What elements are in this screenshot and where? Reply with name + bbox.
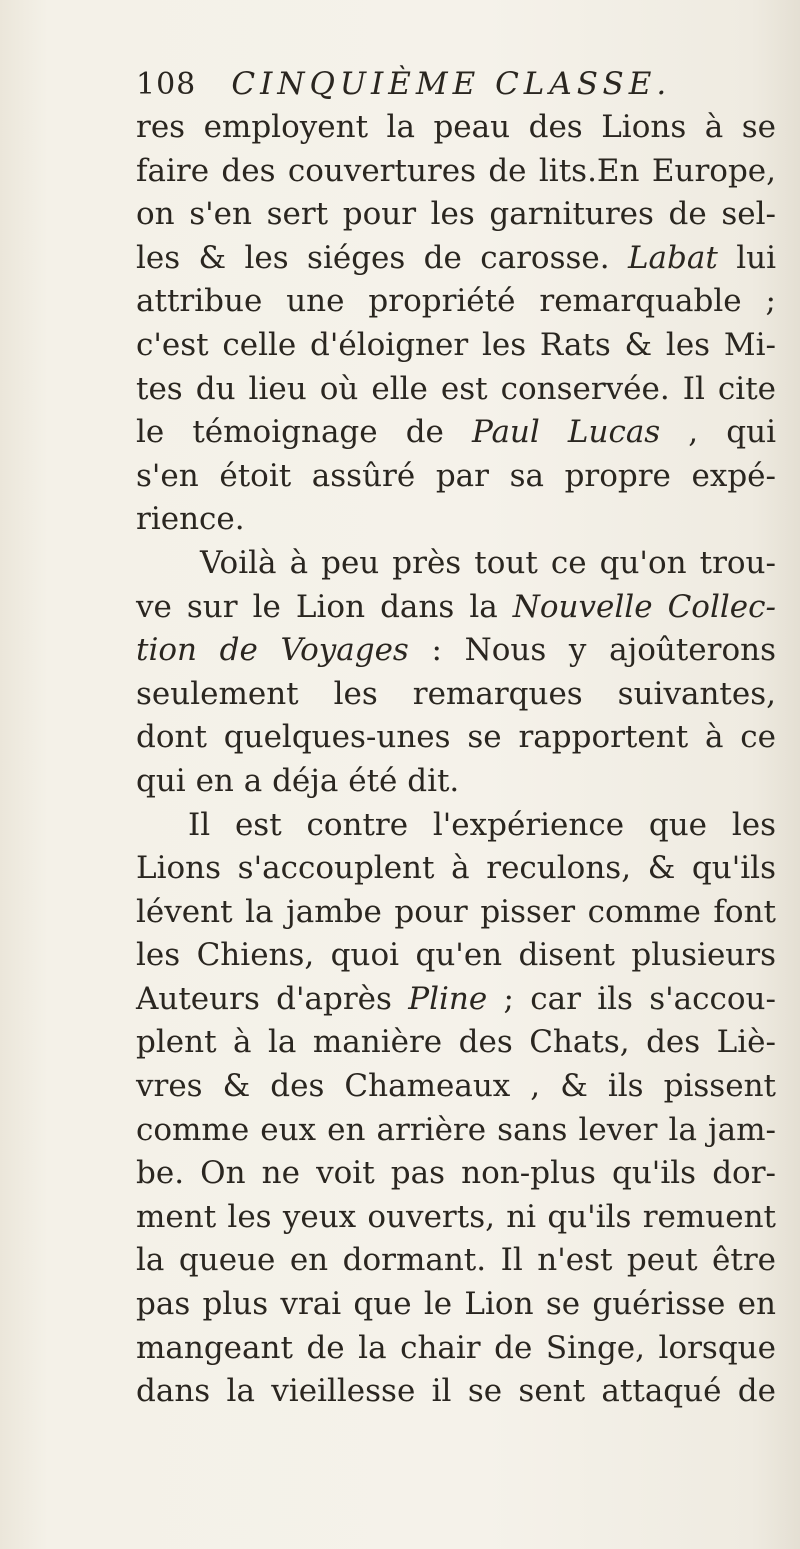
text-line <box>136 237 776 281</box>
text-line <box>136 498 776 542</box>
text-line <box>136 542 776 586</box>
text-line <box>136 1196 776 1240</box>
text-segment: les & les siéges de carosse. <box>136 239 628 276</box>
text-segment: la queue en dormant. Il n'est peut être <box>136 1242 776 1279</box>
text-segment: tes du lieu où elle est conservée. Il cite <box>136 370 776 407</box>
text-line <box>136 1283 776 1327</box>
text-segment: dont quelques-unes se rapportent à ce <box>136 719 776 756</box>
text-segment: seulement les remarques suivantes, <box>136 675 776 712</box>
text-segment: Lions s'accouplent à reculons, & qu'ils <box>136 850 776 887</box>
text-segment: les Chiens, quoi qu'en disent plusieurs <box>136 937 776 974</box>
text-segment: comme eux en arrière sans lever la jam- <box>136 1111 776 1148</box>
text-segment: faire des couvertures de lits.En Europe, <box>136 152 776 189</box>
running-head: CINQUIÈME CLASSE. <box>231 66 672 102</box>
text-segment: mangeant de la chair de Singe, lorsque <box>136 1329 776 1366</box>
text-line <box>136 1021 776 1065</box>
text-segment: plent à la manière des Chats, des Liè- <box>136 1024 776 1061</box>
italic-text: Pline <box>408 980 488 1017</box>
text-segment: ve sur le Lion dans la <box>136 588 513 625</box>
text-segment: vres & des Chameaux , & ils pissent <box>136 1068 776 1105</box>
text-segment: c'est celle d'éloigner les Rats & les Mi- <box>136 326 776 363</box>
body-text <box>136 106 776 1414</box>
text-segment: le témoignage de <box>136 414 472 451</box>
text-segment: dans la vieillesse il se sent attaqué de <box>136 1373 776 1410</box>
text-line <box>136 324 776 368</box>
text-line <box>136 586 776 630</box>
text-line <box>136 1370 776 1414</box>
text-line <box>136 1327 776 1371</box>
text-segment: on s'en sert pour les garnitures de sel- <box>136 196 776 233</box>
text-segment: : Nous y ajoûterons <box>408 632 776 669</box>
text-line <box>136 1109 776 1153</box>
text-line <box>136 847 776 891</box>
text-line <box>136 193 776 237</box>
text-segment: be. On ne voit pas non-plus qu'ils dor- <box>136 1155 776 1192</box>
text-segment: res employent la peau des Lions à se <box>136 109 776 145</box>
text-segment: lévent la jambe pour pisser comme font <box>136 893 776 930</box>
text-line <box>136 368 776 412</box>
text-segment: qui en a déja été dit. <box>136 762 460 799</box>
text-segment: rience. <box>136 501 245 538</box>
text-line <box>136 804 776 848</box>
text-line <box>136 106 776 150</box>
italic-text: Labat <box>627 239 718 276</box>
text-line <box>136 1152 776 1196</box>
text-line <box>136 934 776 978</box>
text-segment: attribue une propriété remarquable ; <box>136 283 776 320</box>
text-segment: ; car ils s'accou- <box>487 980 776 1017</box>
text-line <box>136 280 776 324</box>
italic-text: Nouvelle Collec- <box>512 588 776 625</box>
text-segment: pas plus vrai que le Lion se guérisse en <box>136 1286 776 1323</box>
text-segment: s'en étoit assûré par sa propre expé- <box>136 457 776 494</box>
text-line <box>136 411 776 455</box>
text-line <box>136 760 776 804</box>
text-line <box>136 629 776 673</box>
text-line <box>136 978 776 1022</box>
italic-text: Paul Lucas <box>471 414 661 451</box>
text-segment: Auteurs d'après <box>136 980 409 1017</box>
text-segment: ment les yeux ouverts, ni qu'ils remuent <box>136 1198 776 1235</box>
text-segment: , qui <box>660 414 776 451</box>
text-line <box>136 673 776 717</box>
italic-text: tion de Voyages <box>136 632 409 669</box>
text-line <box>136 716 776 760</box>
text-line <box>136 1065 776 1109</box>
text-line <box>136 1239 776 1283</box>
text-segment: lui <box>717 239 776 276</box>
text-line <box>136 150 776 194</box>
page-number: 108 <box>136 67 197 102</box>
text-segment: Il est contre l'expérience que les <box>188 806 776 843</box>
text-line <box>136 455 776 499</box>
text-segment: Voilà à peu près tout ce qu'on trou- <box>200 544 776 581</box>
text-line <box>136 891 776 935</box>
